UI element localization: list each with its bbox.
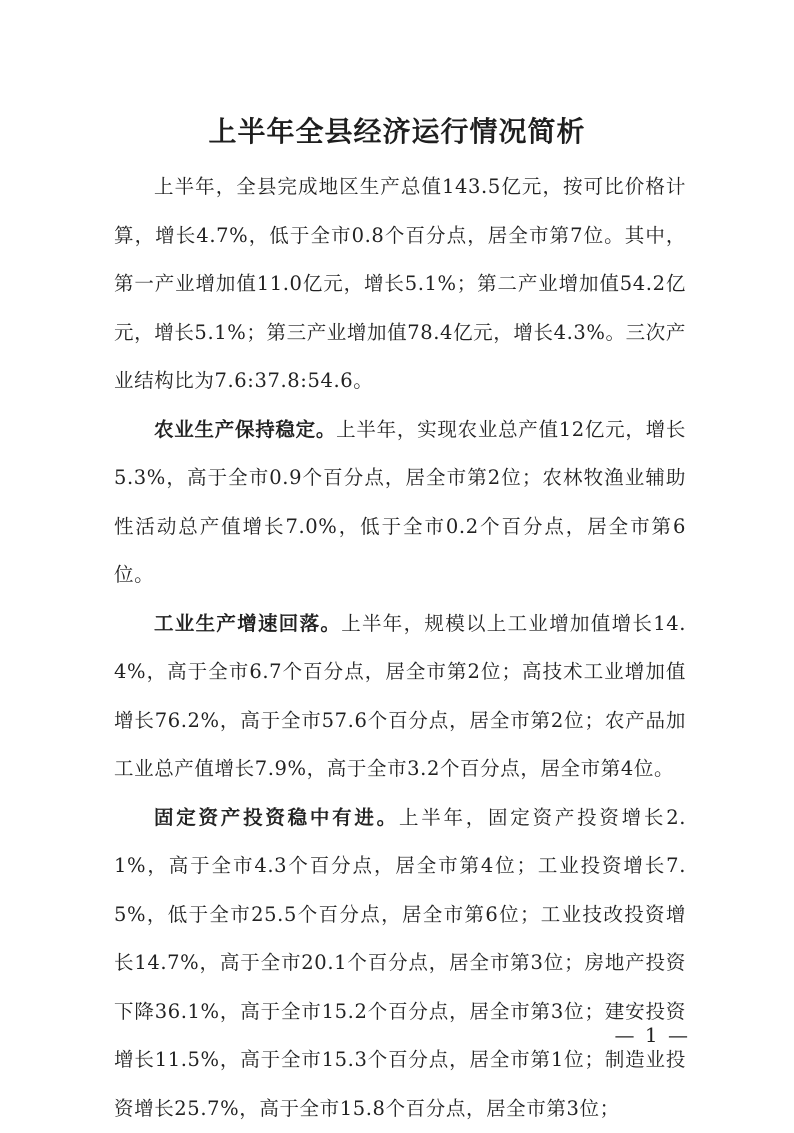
paragraph-industry-heading: 工业生产增速回落。	[154, 612, 341, 635]
document-body	[114, 163, 686, 1133]
paragraph-agriculture-text: 上半年，实现农业总产值12亿元，增长5.3%，高于全市0.9个百分点，居全市第2位；农林牧渔业辅助性活动总产值增长7.0%，低于全市0.2个百分点，居全市第6位。	[114, 418, 686, 587]
paragraph-industry	[114, 600, 686, 794]
paragraph-industry-text: 上半年，规模以上工业增加值增长14.4%，高于全市6.7个百分点，居全市第2位；高技术工业增加值增长76.2%，高于全市57.6个百分点，居全市第2位；农产品加工业总产值增长7.9%，高于全市3.2个百分点，居全市第4位。	[114, 612, 686, 781]
paragraph-agriculture	[114, 406, 686, 600]
paragraph-investment	[114, 794, 686, 1133]
paragraph-investment-text: 上半年，固定资产投资增长2.1%，高于全市4.3个百分点，居全市第4位；工业投资增长7.5%，低于全市25.5个百分点，居全市第6位；工业技改投资增长14.7%，高于全市20.1个百分点，居全市第3位；房地产投资下降36.1%，高于全市15.2个百分点，居全市第3位；建安投资增长11.5%，高于全市15.3个百分点，居全市第1位；制造业投资增长25.7%，高于全市15.8个百分点，居全市第3位；	[114, 806, 686, 1120]
paragraph-investment-heading: 固定资产投资稳中有进。	[154, 806, 399, 829]
paragraph-agriculture-heading: 农业生产保持稳定。	[154, 418, 336, 441]
document-title: 上半年全县经济运行情况简析	[0, 110, 794, 150]
page-number: — 1 —	[615, 1023, 690, 1047]
paragraph-overview	[114, 163, 686, 406]
paragraph-overview-text: 上半年，全县完成地区生产总值143.5亿元，按可比价格计算，增长4.7%，低于全市0.8个百分点，居全市第7位。其中，第一产业增加值11.0亿元，增长5.1%；第二产业增加值54.2亿元，增长5.1%；第三产业增加值78.4亿元，增长4.3%。三次产业结构比为7.6:37.8:54.6。	[114, 175, 686, 392]
